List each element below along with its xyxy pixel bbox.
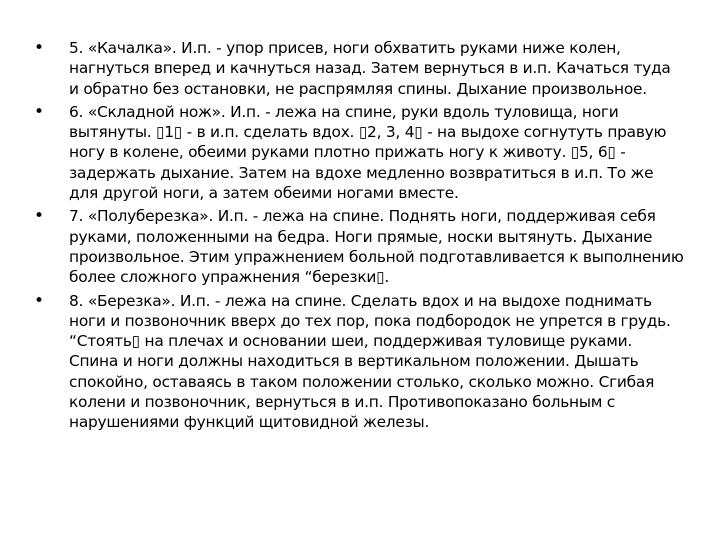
exercise-text: 6. «Складной нож». И.п. - лежа на спине, руки вдоль туловища, ноги вытянуты. ▯1▯ - в и.п. сделать вдох. ▯2, 3, 4▯ - на выдохе согнутуть правую ногу в колене, обеими руками плотно прижать ногу к животу. ▯5, 6▯ - задержать дыхание. Затем на вдохе медленно возвратиться в и.п. То же для другой ноги, а затем обеими ногами вместе. bbox=[69, 102, 667, 203]
bullet-icon: • bbox=[34, 101, 44, 122]
exercise-text: 7. «Полуберезка». И.п. - лежа на спине. Поднять ноги, поддерживая себя руками, положенными на бедра. Ноги прямые, носки вытянуть. Дыхание произвольное. Этим упражнением больной подготавливается к выполнению более сложного упражнения “березки▯. bbox=[69, 207, 684, 287]
exercise-text: 5. «Качалка». И.п. - упор присев, ноги обхватить руками ниже колен, нагнуться вперед и качнуться назад. Затем вернуться в и.п. Качаться туда и обратно без остановки, не распрямляя спины. Дыхание произвольное. bbox=[69, 39, 671, 98]
exercise-item-6 bbox=[34, 102, 684, 203]
bullet-icon: • bbox=[34, 38, 44, 58]
exercise-item-5 bbox=[34, 38, 684, 99]
bullet-icon: • bbox=[34, 206, 44, 227]
exercise-item-8 bbox=[34, 291, 684, 433]
exercise-text: 8. «Березка». И.п. - лежа на спине. Сделать вдох и на выдохе поднимать ноги и позвоночник вверх до тех пор, пока подбородок не упрется в грудь. “Стоять▯ на плечах и основании шеи, поддерживая туловище руками. Спина и ноги должны находиться в вертикальном положении. Дышать спокойно, оставаясь в таком положении столько, сколько можно. Сгибая колени и позвоночник, вернуться в и.п. Противопоказано больным с нарушениями функций щитовидной железы. bbox=[69, 291, 671, 432]
exercise-list bbox=[34, 38, 684, 436]
exercise-item-7 bbox=[34, 206, 684, 287]
bullet-icon: • bbox=[34, 290, 44, 311]
